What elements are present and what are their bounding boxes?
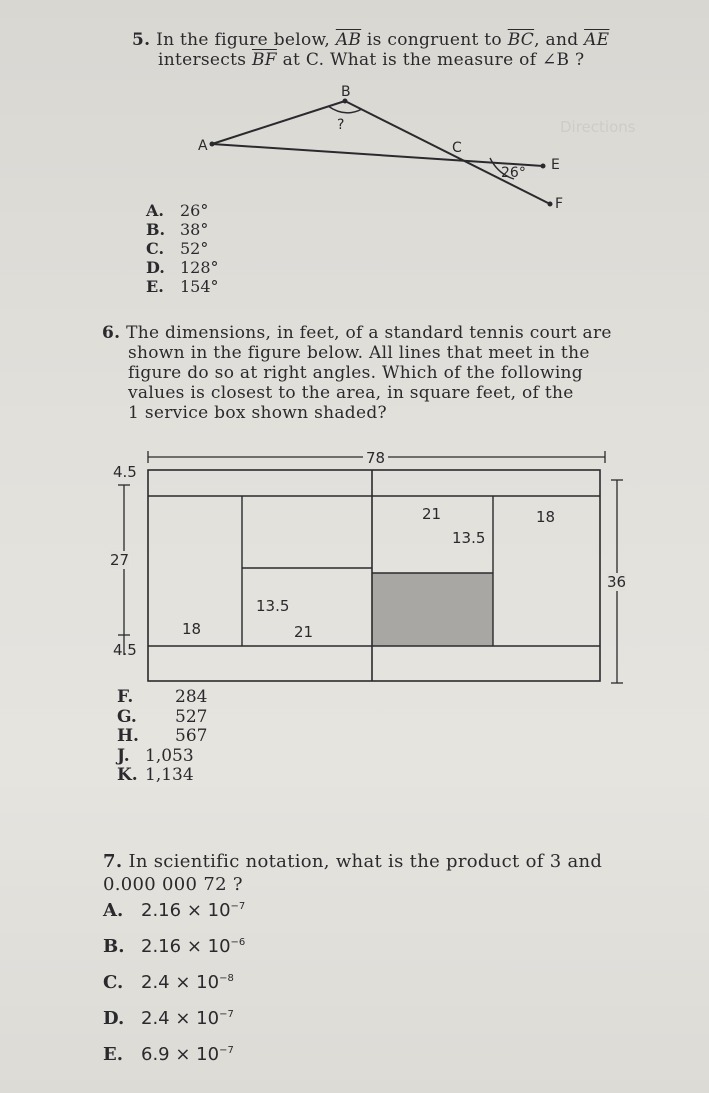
label-e: E — [551, 157, 560, 173]
q7-choice-c[interactable]: C. $2.4 \times 10^{-8}$ — [103, 972, 234, 993]
q5-choice-c[interactable]: C. 52° — [146, 239, 209, 258]
label-c: C — [452, 140, 462, 156]
q6-choice-f[interactable]: F. 284 — [117, 687, 208, 707]
q7-choice-b[interactable]: B. $2.16 \times 10^{-6}$ — [103, 936, 246, 957]
q6-stem: 6. The dimensions, in feet, of a standard tennis court are shown in the figure below. All lines that meet in the figure do so at right angles. Which of the following values is closest to the area, in square feet, of the 1 service box shown shaded? — [102, 323, 612, 423]
label-angle-26: 26° — [501, 165, 526, 181]
q6-choice-h[interactable]: H. 567 — [117, 726, 208, 746]
q7-choice-a[interactable]: A. $2.16 \times 10^{-7}$ — [103, 900, 246, 921]
q7-choices — [103, 900, 245, 1080]
q7-choice-d[interactable]: D. $2.4 \times 10^{-7}$ — [103, 1008, 234, 1029]
dim-service-right: 21 — [422, 505, 442, 523]
label-f: F — [555, 196, 564, 212]
q5-stem-line2: intersects $\overline{BF}$ at C. What is the measure of ∠B ? — [158, 50, 585, 70]
label-b: B — [341, 84, 351, 100]
dim-alley-bottom: 4.5 — [113, 641, 137, 659]
dim-inner-width: 27 — [110, 551, 130, 569]
q6-choice-g[interactable]: G. 527 — [117, 706, 208, 727]
q6-choice-k[interactable]: K. 1,134 — [117, 765, 194, 785]
q5-choice-d[interactable]: D. 128° — [146, 258, 219, 277]
label-angle-b: ? — [337, 117, 345, 133]
q5-choice-a[interactable]: A. 26° — [146, 201, 209, 220]
q6-number: 6. — [102, 323, 121, 343]
label-a: A — [198, 138, 208, 154]
shaded-service-box — [372, 573, 493, 646]
q5-number: 5. — [132, 30, 151, 50]
dim-base-left: 18 — [182, 620, 202, 638]
dim-length: 78 — [363, 449, 388, 467]
dim-center-right: 13.5 — [452, 529, 486, 547]
q6-choices — [117, 688, 207, 786]
segment-bc: $\overline{BC}$ — [507, 30, 535, 50]
dim-center-left: 13.5 — [256, 597, 290, 615]
q7-stem: 7. In scientific notation, what is the product of 3 and 0.000 000 72 ? — [103, 851, 603, 895]
dim-service-left: 21 — [294, 623, 314, 641]
dim-total-width: 36 — [607, 573, 627, 591]
q6-choice-j[interactable]: J. 1,053 — [117, 745, 194, 766]
q5-choice-e[interactable]: E. 154° — [146, 277, 219, 296]
dim-alley-top: 4.5 — [113, 463, 137, 481]
q5-choice-b[interactable]: B. 38° — [146, 220, 209, 239]
segment-ae: $\overline{AE}$ — [584, 30, 610, 50]
dim-base-right: 18 — [536, 508, 556, 526]
segment-ab: $\overline{AB}$ — [335, 30, 362, 50]
segment-bf: $\overline{BF}$ — [251, 50, 277, 70]
q7-number: 7. — [103, 851, 123, 872]
q5-stem: 5. In the figure below, $\overline{AB}$ is congruent to $\overline{BC}$, and $\overline{AE}$ — [132, 30, 610, 50]
q7-choice-e[interactable]: E. $6.9 \times 10^{-7}$ — [103, 1044, 234, 1065]
show-through-text: Directions — [560, 118, 636, 136]
